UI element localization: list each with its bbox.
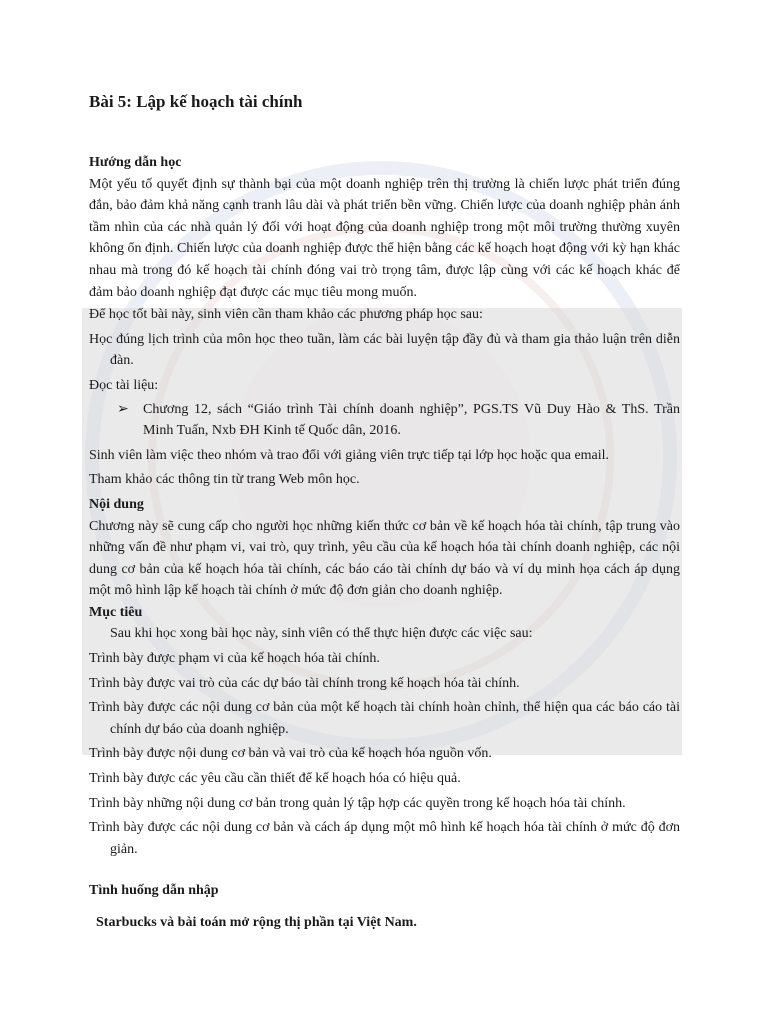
material-text: Chương 12, sách “Giáo trình Tài chính doanh nghiệp”, PGS.TS Vũ Duy Hào & ThS. Trần Minh Tuấn, Nxb ĐH Kinh tế Quốc dân, 2016.	[143, 401, 680, 439]
objectives-intro: Sau khi học xong bài học này, sinh viên có thể thực hiện được các việc sau:	[110, 626, 533, 642]
methods-intro: Để học tốt bài này, sinh viên cần tham khảo các phương pháp học sau:	[89, 307, 483, 323]
objective-item: Trình bày những nội dung cơ bản trong quản lý tập hợp các quyền trong kế hoạch hóa tài chính.	[89, 795, 626, 811]
content-body: Chương này sẽ cung cấp cho người học những kiến thức cơ bản về kế hoạch hóa tài chính, tập trung vào những vấn đề như phạm vi, vai trò, quy trình, yêu cầu của kế hoạch hóa tài chính doanh nghiệp, các nội dung cơ bản của kế hoạch hóa tài chính, các báo cáo tài chính dự báo và ví dụ minh họa cách áp dụng một mô hình lập kế hoạch tài chính ở mức độ đơn giản cho doanh nghiệp.	[89, 518, 680, 599]
document-body	[89, 152, 680, 934]
objective-item: Trình bày được vai trò của các dự báo tài chính trong kế hoạch hóa tài chính.	[89, 675, 520, 691]
objectives-heading: Mục tiêu	[89, 604, 143, 620]
case-heading: Tình huống dẫn nhập	[89, 883, 219, 899]
case-title: Starbucks và bài toán mở rộng thị phần tại Việt Nam.	[96, 915, 417, 930]
objective-item: Trình bày được phạm vi của kế hoạch hóa tài chính.	[89, 651, 380, 667]
material-list-item	[89, 399, 680, 442]
guide-intro: Một yếu tố quyết định sự thành bại của một doanh nghiệp trên thị trường là chiến lược phát triển đúng đắn, bảo đảm khả năng cạnh tranh lâu dài và phát triển bền vững. Chiến lược của doanh nghiệp phản ánh tầm nhìn của các nhà quản lý đối với hoạt động của doanh nghiệp trong một môi trường thường xuyên không ổn định. Chiến lược của doanh nghiệp được thể hiện bằng các kế hoạch hoạt động với kỳ hạn khác nhau mà trong đó kế hoạch tài chính đóng vai trò trọng tâm, được lập cùng với các kế hoạch khác để đảm bảo doanh nghiệp đạt được các mục tiêu mong muốn.	[89, 176, 680, 300]
objective-item: Trình bày được các yêu cầu cần thiết để kế hoạch hóa có hiệu quả.	[89, 771, 461, 787]
page-title: Bài 5: Lập kế hoạch tài chính	[89, 92, 303, 111]
method-item: Học đúng lịch trình của môn học theo tuần, làm các bài luyện tập đầy đủ và tham gia thảo luận trên diễn đàn.	[89, 331, 680, 369]
objective-item: Trình bày được các nội dung cơ bản và cách áp dụng một mô hình kế hoạch hóa tài chính ở mức độ đơn giản.	[89, 820, 680, 857]
materials-label: Đọc tài liệu:	[89, 377, 159, 393]
arrow-bullet-icon: ➢	[117, 401, 129, 417]
method-item: Sinh viên làm việc theo nhóm và trao đổi với giảng viên trực tiếp tại lớp học hoặc qua email.	[89, 447, 610, 463]
objective-item: Trình bày được nội dung cơ bản và vai trò của kế hoạch hóa nguồn vốn.	[89, 746, 492, 762]
objective-item: Trình bày được các nội dung cơ bản của một kế hoạch tài chính hoàn chỉnh, thể hiện qua các báo cáo tài chính dự báo của doanh nghiệp.	[89, 700, 680, 737]
guide-heading: Hướng dẫn học	[89, 155, 182, 170]
content-heading: Nội dung	[89, 496, 144, 512]
method-item: Tham khảo các thông tin từ trang Web môn học.	[89, 472, 360, 488]
